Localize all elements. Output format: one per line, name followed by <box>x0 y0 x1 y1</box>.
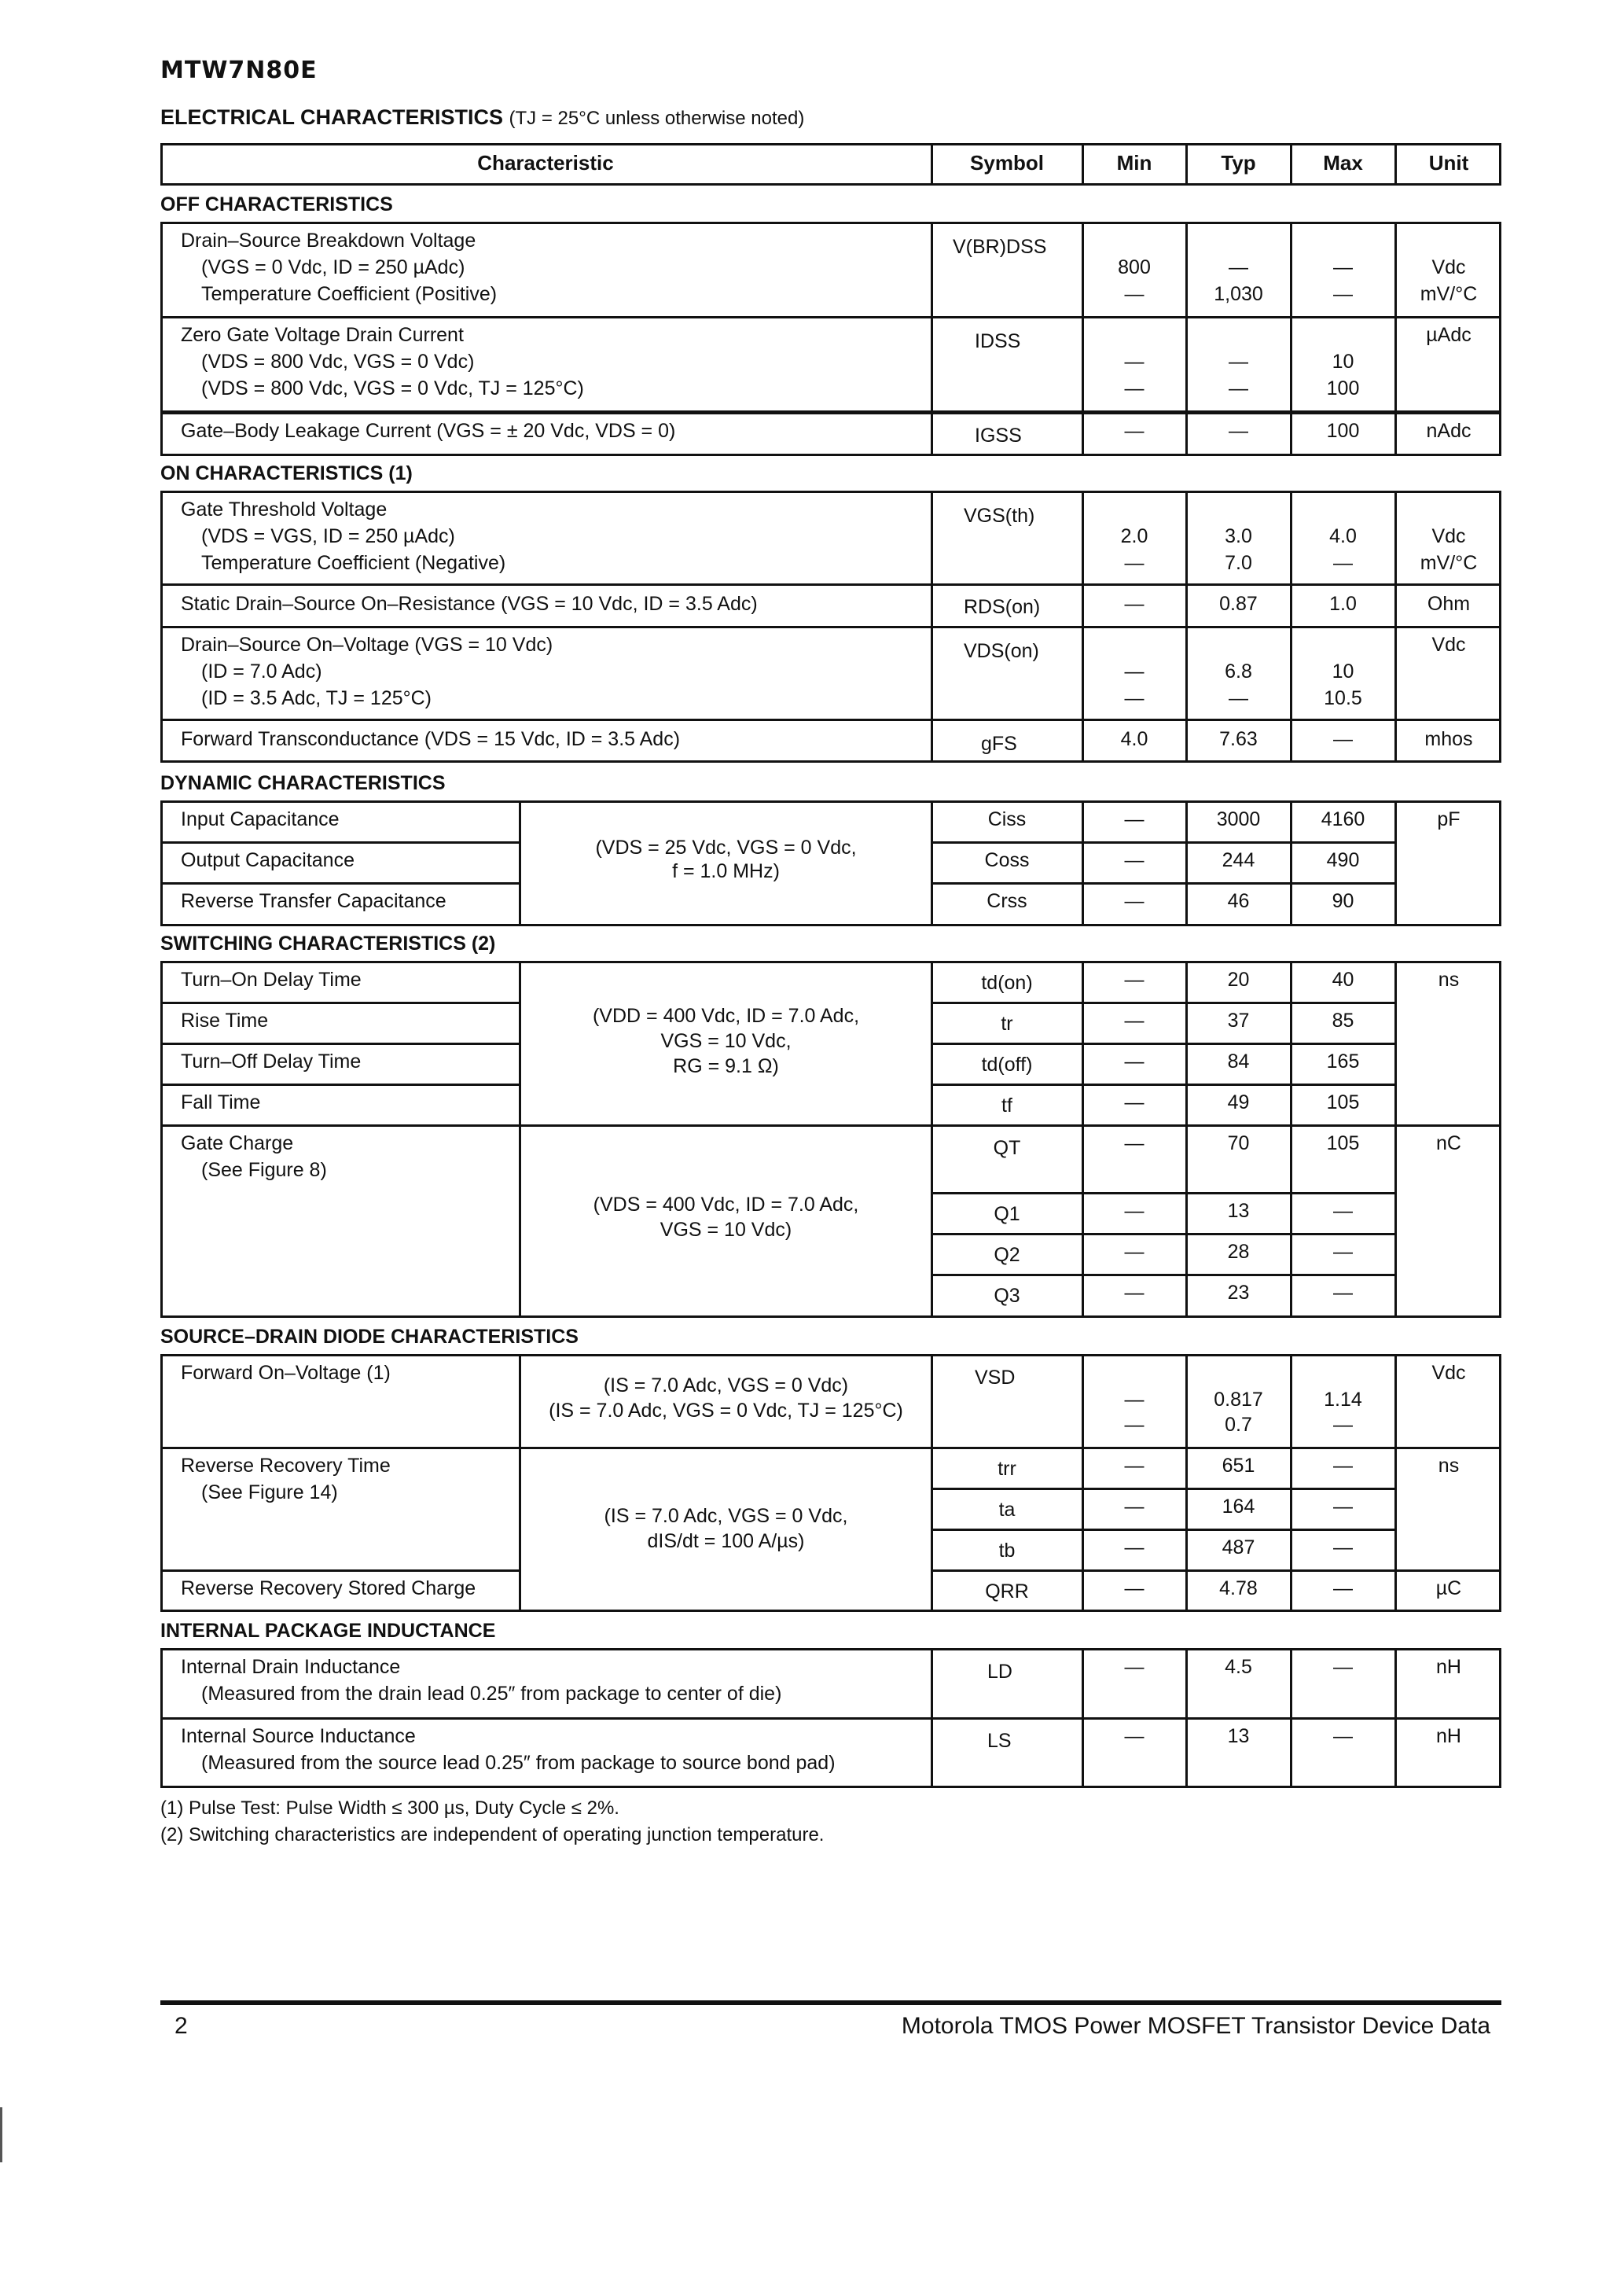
min-value: 2.0 <box>1120 525 1148 547</box>
param-condition: (VDS = 800 Vdc, VGS = 0 Vdc) <box>201 351 475 373</box>
typ-value: 49 <box>1227 1091 1250 1113</box>
typ-value: — <box>1229 351 1248 373</box>
unit: nH <box>1436 1725 1461 1747</box>
typ-value: — <box>1229 420 1248 442</box>
min-value: — <box>1124 283 1145 305</box>
typ-value: 0.817 <box>1214 1389 1263 1411</box>
param-condition: (VDS = 800 Vdc, VGS = 0 Vdc, TJ = 125°C) <box>201 377 584 399</box>
typ-value: — <box>1229 377 1248 399</box>
part-number: MTW7N80E <box>160 57 318 84</box>
param-name: Forward Transconductance (VDS = 15 Vdc, ID = 3.5 Adc) <box>181 728 681 750</box>
dynamic-condition: f = 1.0 MHz) <box>672 860 780 882</box>
param-condition: (ID = 3.5 Adc, TJ = 125°C) <box>201 687 432 709</box>
min-value: — <box>1124 1496 1145 1518</box>
page-number: 2 <box>175 2013 188 2039</box>
symbol: VDS(on) <box>964 640 1039 662</box>
symbol: td(on) <box>981 972 1033 994</box>
param-subname: (See Figure 14) <box>201 1481 338 1503</box>
typ-value: 6.8 <box>1225 660 1252 683</box>
typ-value: 0.87 <box>1219 593 1258 615</box>
unit: Vdc <box>1431 1362 1466 1384</box>
symbol: RDS(on) <box>964 596 1041 618</box>
col-max: Max <box>1323 151 1363 175</box>
param-name: Fall Time <box>181 1091 261 1113</box>
max-value: 4.0 <box>1329 525 1357 547</box>
section-on: ON CHARACTERISTICS (1) <box>160 462 413 484</box>
param-condition: (VGS = 0 Vdc, ID = 250 µAdc) <box>201 256 465 278</box>
max-value: 85 <box>1332 1010 1354 1032</box>
param-name: Drain–Source On–Voltage (VGS = 10 Vdc) <box>181 634 553 656</box>
max-value: 490 <box>1326 849 1360 871</box>
symbol: tr <box>1001 1013 1013 1035</box>
symbol: LS <box>987 1730 1012 1752</box>
col-unit: Unit <box>1428 151 1469 175</box>
min-value: — <box>1124 1010 1145 1032</box>
min-value: — <box>1124 808 1145 830</box>
col-characteristic: Characteristic <box>477 151 614 175</box>
typ-value: 164 <box>1222 1496 1255 1518</box>
section-inductance: INTERNAL PACKAGE INDUCTANCE <box>160 1620 496 1642</box>
min-value: — <box>1124 552 1145 574</box>
symbol: IDSS <box>975 330 1021 352</box>
typ-value: — <box>1229 256 1248 278</box>
switching-condition: RG = 9.1 Ω) <box>673 1055 779 1077</box>
max-value: 1.14 <box>1324 1389 1362 1411</box>
symbol: Crss <box>987 890 1027 912</box>
symbol: tb <box>998 1540 1016 1562</box>
unit: mV/°C <box>1420 283 1478 305</box>
max-value: 10 <box>1332 351 1354 373</box>
symbol: Coss <box>984 849 1030 871</box>
typ-value: 28 <box>1227 1241 1250 1263</box>
typ-value: 244 <box>1222 849 1255 871</box>
max-value: 10 <box>1332 660 1354 683</box>
section-dynamic: DYNAMIC CHARACTERISTICS <box>160 772 446 794</box>
param-subname: Temperature Coefficient (Negative) <box>201 552 506 574</box>
max-value: 100 <box>1326 420 1360 442</box>
symbol: QT <box>993 1137 1021 1159</box>
typ-value: 7.0 <box>1225 552 1252 574</box>
typ-value: 46 <box>1227 890 1250 912</box>
max-value: — <box>1333 256 1353 278</box>
heading-condition: (TJ = 25°C unless otherwise noted) <box>509 108 805 129</box>
param-name: Gate–Body Leakage Current (VGS = ± 20 Vdc, VDS = 0) <box>181 420 676 442</box>
min-value: — <box>1124 1282 1145 1304</box>
max-value: — <box>1333 1656 1353 1678</box>
unit: mhos <box>1424 728 1473 750</box>
typ-value: 13 <box>1227 1200 1250 1222</box>
min-value: — <box>1124 377 1145 399</box>
symbol: VGS(th) <box>964 505 1035 527</box>
switching-condition: VGS = 10 Vdc, <box>660 1030 792 1052</box>
min-value: — <box>1124 1577 1145 1599</box>
unit: µC <box>1435 1577 1462 1599</box>
section-switching: SWITCHING CHARACTERISTICS (2) <box>160 933 496 955</box>
max-value: — <box>1333 1455 1353 1477</box>
typ-value: 4.5 <box>1225 1656 1252 1678</box>
typ-value: 13 <box>1227 1725 1250 1747</box>
symbol: VSD <box>975 1367 1016 1389</box>
rr-condition: dIS/dt = 100 A/µs) <box>647 1530 805 1552</box>
min-value: — <box>1124 1455 1145 1477</box>
max-value: 165 <box>1326 1050 1360 1073</box>
max-value: — <box>1333 552 1353 574</box>
min-value: — <box>1124 1656 1145 1678</box>
min-value: — <box>1124 660 1145 683</box>
min-value: — <box>1124 687 1145 709</box>
max-value: — <box>1333 283 1353 305</box>
min-value: — <box>1124 1725 1145 1747</box>
min-value: — <box>1124 1389 1145 1411</box>
max-value: — <box>1333 1577 1353 1599</box>
typ-value: 23 <box>1227 1282 1250 1304</box>
page-heading <box>160 105 804 130</box>
min-value: — <box>1124 1091 1145 1113</box>
max-value: 100 <box>1326 377 1360 399</box>
col-symbol: Symbol <box>970 151 1044 175</box>
typ-value: 651 <box>1222 1455 1255 1477</box>
max-value: 105 <box>1326 1091 1360 1113</box>
symbol: Q2 <box>994 1244 1020 1266</box>
unit: µAdc <box>1426 324 1472 346</box>
symbol: tf <box>1001 1095 1012 1117</box>
max-value: — <box>1333 1414 1353 1436</box>
param-name: Static Drain–Source On–Resistance (VGS = 10 Vdc, ID = 3.5 Adc) <box>181 593 758 615</box>
min-value: — <box>1124 1132 1145 1154</box>
dynamic-condition: (VDS = 25 Vdc, VGS = 0 Vdc, <box>595 837 857 859</box>
footer-title: Motorola TMOS Power MOSFET Transistor Device Data <box>901 2013 1490 2039</box>
param-name: Turn–Off Delay Time <box>181 1050 362 1073</box>
param-name: Gate Threshold Voltage <box>181 499 388 521</box>
typ-value: — <box>1229 687 1248 709</box>
unit: Vdc <box>1431 256 1466 278</box>
param-condition: (ID = 7.0 Adc) <box>201 660 322 683</box>
param-subname: (See Figure 8) <box>201 1159 327 1181</box>
symbol: LD <box>987 1661 1012 1683</box>
min-value: — <box>1124 1200 1145 1222</box>
max-value: — <box>1333 1200 1353 1222</box>
typ-value: 3.0 <box>1225 525 1252 547</box>
unit: Vdc <box>1431 525 1466 547</box>
param-name: Reverse Recovery Time <box>181 1455 391 1477</box>
symbol: Ciss <box>987 808 1027 830</box>
max-value: 4160 <box>1321 808 1365 830</box>
unit: ns <box>1438 969 1460 991</box>
max-value: — <box>1333 1282 1353 1304</box>
unit: pF <box>1437 808 1460 830</box>
footnote-2: (2) Switching characteristics are independent of operating junction temperature. <box>160 1824 825 1845</box>
typ-value: 1,030 <box>1214 283 1263 305</box>
param-name: Rise Time <box>181 1010 269 1032</box>
footnote-1: (1) Pulse Test: Pulse Width ≤ 300 µs, Duty Cycle ≤ 2%. <box>160 1797 619 1819</box>
unit: ns <box>1438 1455 1460 1477</box>
min-value: — <box>1124 1536 1145 1558</box>
param-name: Internal Source Inductance <box>181 1725 416 1747</box>
symbol: V(BR)DSS <box>953 236 1047 258</box>
min-value: — <box>1124 1414 1145 1436</box>
min-value: — <box>1124 351 1145 373</box>
max-value: — <box>1333 1536 1353 1558</box>
min-value: — <box>1124 593 1145 615</box>
typ-value: 84 <box>1227 1050 1250 1073</box>
unit: Ohm <box>1427 593 1471 615</box>
symbol: IGSS <box>975 425 1022 447</box>
symbol: Q3 <box>994 1285 1020 1307</box>
param-name: Internal Drain Inductance <box>181 1656 401 1678</box>
symbol: Q1 <box>994 1203 1020 1225</box>
max-value: 1.0 <box>1329 593 1357 615</box>
param-condition: (VDS = VGS, ID = 250 µAdc) <box>201 525 455 547</box>
typ-value: 70 <box>1227 1132 1250 1154</box>
symbol: td(off) <box>981 1054 1033 1076</box>
typ-value: 20 <box>1227 969 1250 991</box>
param-subname: Temperature Coefficient (Positive) <box>201 283 498 305</box>
col-min: Min <box>1116 151 1152 175</box>
diode-condition: (IS = 7.0 Adc, VGS = 0 Vdc, TJ = 125°C) <box>549 1400 903 1422</box>
section-off: OFF CHARACTERISTICS <box>160 193 393 215</box>
symbol: trr <box>998 1458 1016 1480</box>
typ-value: 37 <box>1227 1010 1250 1032</box>
typ-value: 7.63 <box>1219 728 1258 750</box>
diode-condition: (IS = 7.0 Adc, VGS = 0 Vdc) <box>603 1374 849 1396</box>
param-name: Output Capacitance <box>181 849 355 871</box>
max-value: 10.5 <box>1324 687 1362 709</box>
param-name: Reverse Transfer Capacitance <box>181 890 446 912</box>
gate-condition: VGS = 10 Vdc) <box>660 1219 792 1241</box>
rr-condition: (IS = 7.0 Adc, VGS = 0 Vdc, <box>604 1505 848 1527</box>
col-typ: Typ <box>1221 151 1256 175</box>
param-name: Reverse Recovery Stored Charge <box>181 1577 476 1599</box>
min-value: — <box>1124 890 1145 912</box>
section-diode: SOURCE–DRAIN DIODE CHARACTERISTICS <box>160 1326 579 1348</box>
min-value: — <box>1124 1050 1145 1073</box>
min-value: — <box>1124 420 1145 442</box>
param-name: Zero Gate Voltage Drain Current <box>181 324 464 346</box>
param-condition: (Measured from the source lead 0.25″ from package to source bond pad) <box>201 1752 836 1774</box>
max-value: — <box>1333 1241 1353 1263</box>
unit: nC <box>1436 1132 1461 1154</box>
margin-mark <box>0 2107 2 2162</box>
typ-value: 4.78 <box>1219 1577 1258 1599</box>
heading-title: ELECTRICAL CHARACTERISTICS <box>160 105 504 129</box>
param-name: Gate Charge <box>181 1132 294 1154</box>
max-value: 105 <box>1326 1132 1360 1154</box>
unit: nAdc <box>1426 420 1472 442</box>
unit: mV/°C <box>1420 552 1478 574</box>
param-condition: (Measured from the drain lead 0.25″ from package to center of die) <box>201 1683 782 1705</box>
unit: Vdc <box>1431 634 1466 656</box>
typ-value: 0.7 <box>1225 1414 1252 1436</box>
symbol: QRR <box>985 1580 1029 1602</box>
symbol: gFS <box>981 733 1017 755</box>
max-value: — <box>1333 1496 1353 1518</box>
param-name: Turn–On Delay Time <box>181 969 362 991</box>
symbol: ta <box>998 1499 1016 1521</box>
gate-condition: (VDS = 400 Vdc, ID = 7.0 Adc, <box>593 1194 859 1216</box>
unit: nH <box>1436 1656 1461 1678</box>
min-value: — <box>1124 849 1145 871</box>
param-name: Input Capacitance <box>181 808 340 830</box>
min-value: 800 <box>1118 256 1151 278</box>
typ-value: 487 <box>1222 1536 1255 1558</box>
param-name: Drain–Source Breakdown Voltage <box>181 230 476 252</box>
typ-value: 3000 <box>1216 808 1261 830</box>
min-value: — <box>1124 969 1145 991</box>
min-value: 4.0 <box>1120 728 1148 750</box>
max-value: — <box>1333 728 1353 750</box>
footer-rule <box>160 2000 1501 2005</box>
param-name: Forward On–Voltage (1) <box>181 1362 391 1384</box>
min-value: — <box>1124 1241 1145 1263</box>
switching-condition: (VDD = 400 Vdc, ID = 7.0 Adc, <box>592 1005 860 1027</box>
max-value: — <box>1333 1725 1353 1747</box>
max-value: 40 <box>1332 969 1354 991</box>
max-value: 90 <box>1332 890 1354 912</box>
